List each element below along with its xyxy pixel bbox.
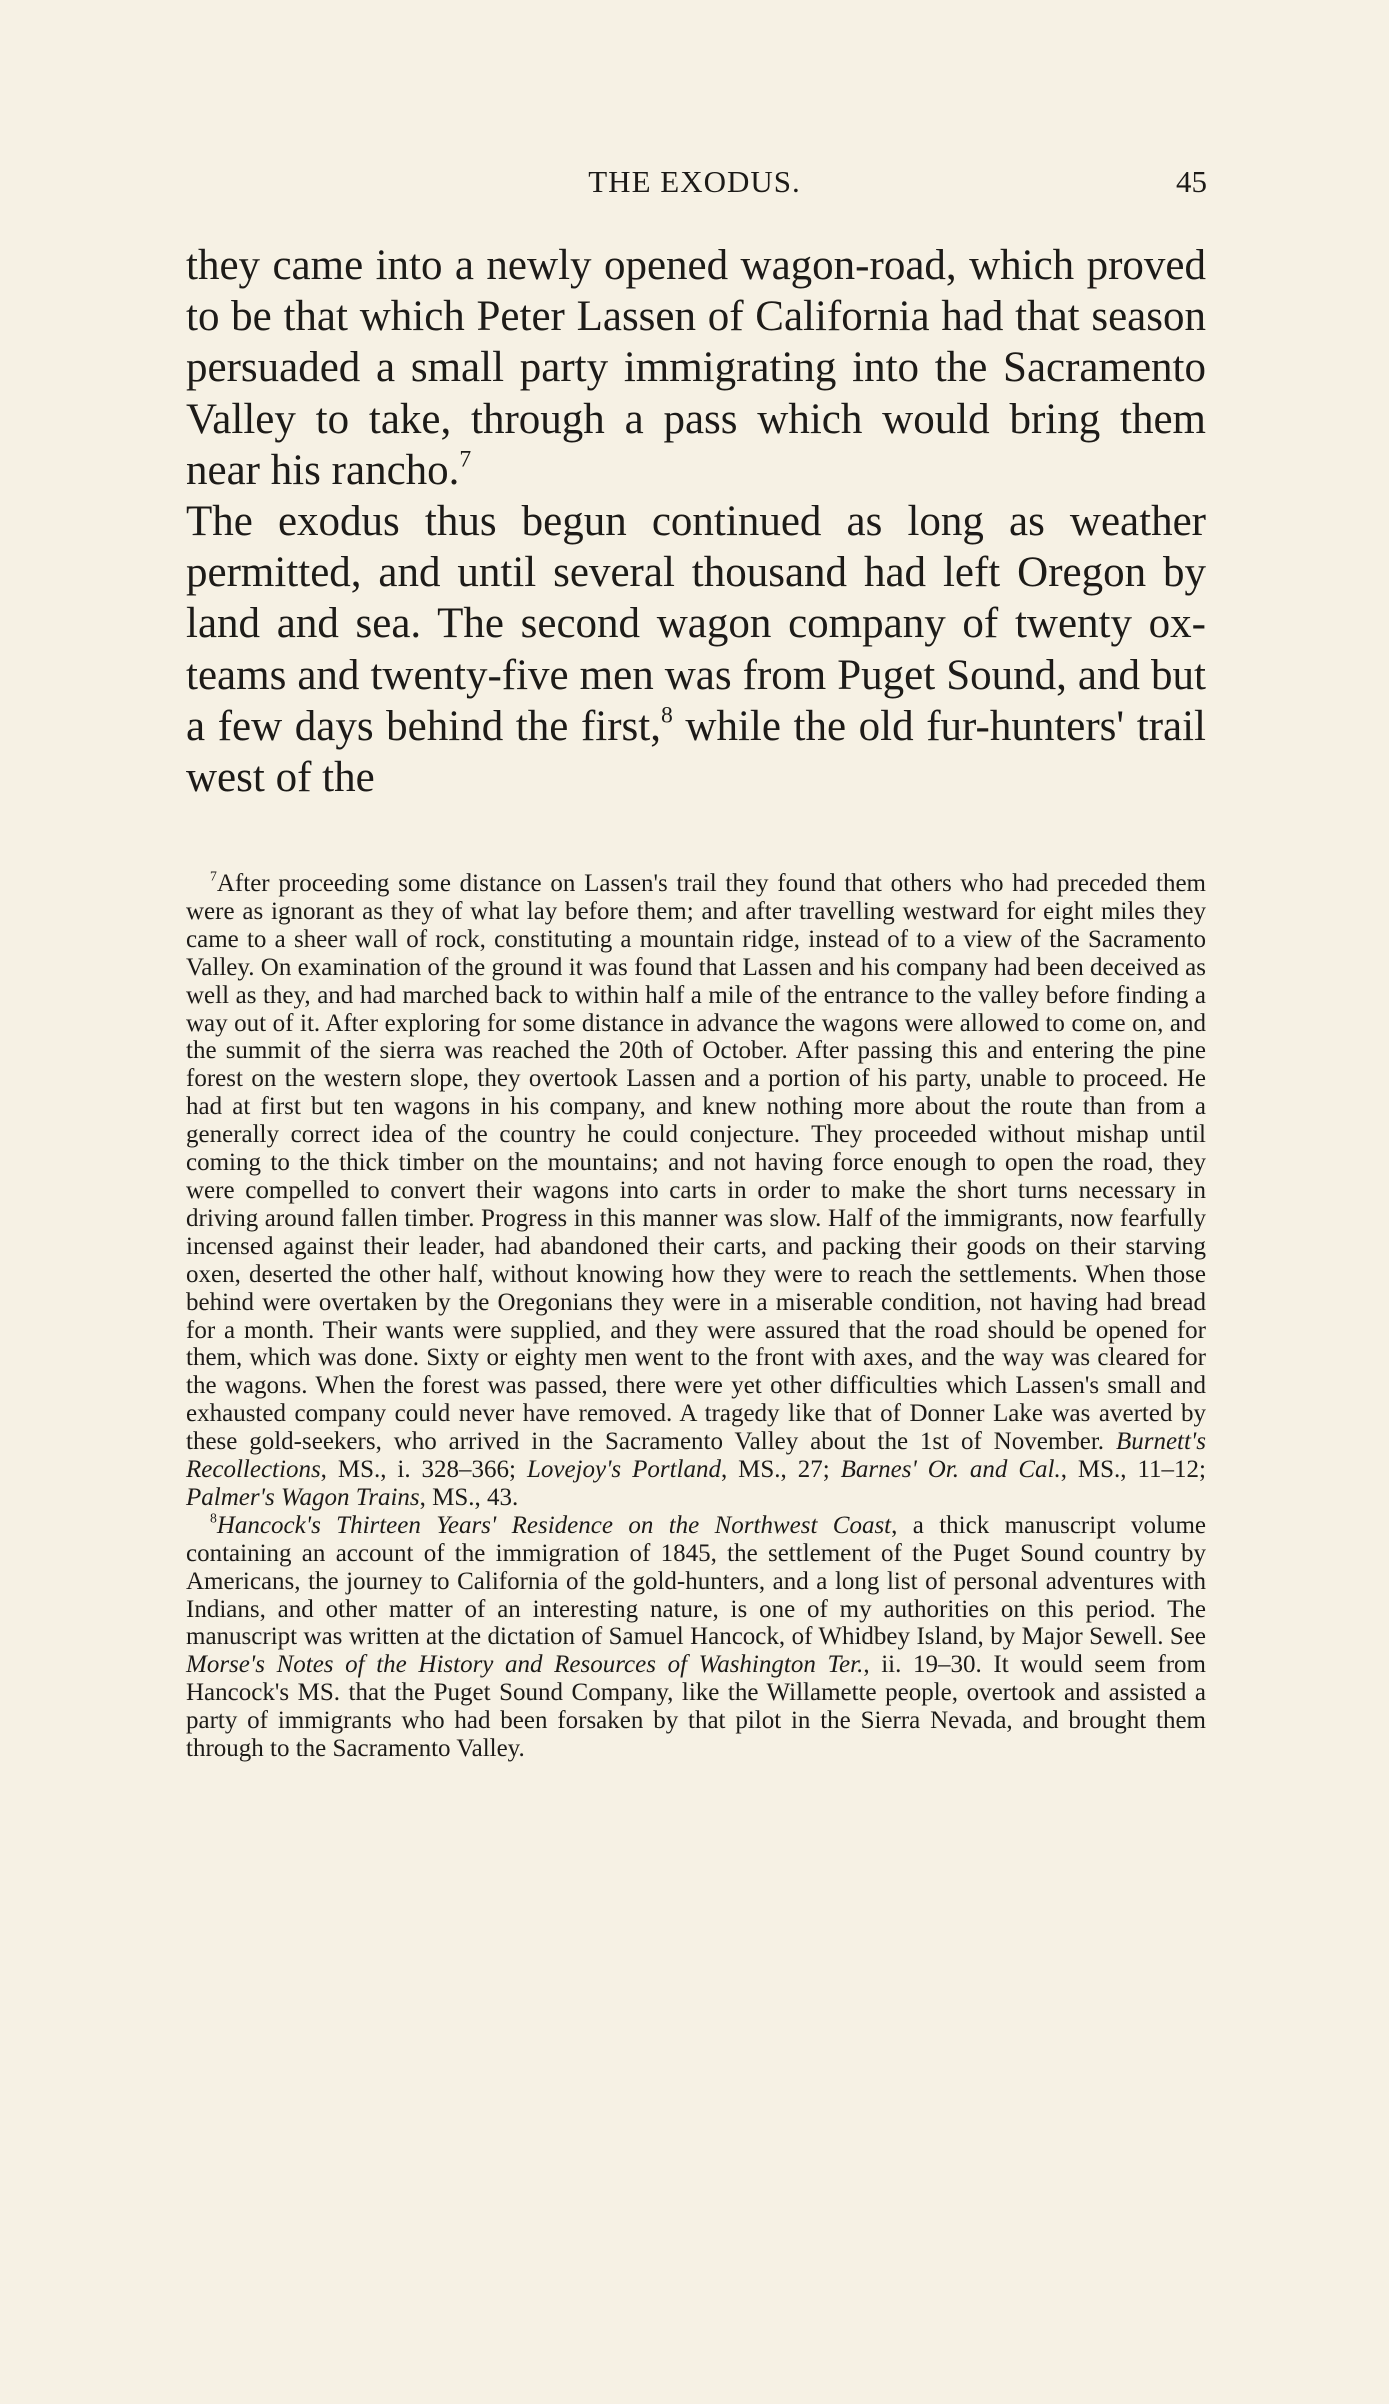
running-head (0, 164, 1389, 208)
body-text (186, 240, 1206, 803)
citation-hancock: Hancock's Thirteen Years' Residence on the Northwest Coast (216, 1511, 892, 1539)
footnote-8-text: , a thick manuscript volume containing an account of the immigration of 1845, the settlement of the Puget Sound country by Americans, the journey to California of the gold-hunters, and a long list of personal adventures with Indians, and other matter of an interesting nature, is one of my authorities on this period. The manuscript was written at the dictation of Samuel Hancock, of Whidbey Island, by Major Sewell. See (186, 1511, 1207, 1651)
citation-barnes-detail: , MS., 11–12; (1060, 1456, 1207, 1484)
citation-lovejoy-detail: , MS., 27; (720, 1456, 830, 1484)
paragraph-2-continuation: while the old fur-hunters' trail west of the (186, 702, 1206, 802)
footnote-ref-7: 7 (459, 446, 472, 473)
citation-palmer-detail: , MS., 43. (419, 1483, 519, 1511)
citation-palmer: Palmer's Wagon Trains (186, 1483, 420, 1511)
footnote-7-text: After proceeding some distance on Lassen's trail they found that others who had preceded them were as ignorant as they of what lay before them; and after travelling westward for eight miles they came to a sheer wall of rock, constituting a mountain ridge, instead of to a view of the Sacramento Valley. On examination of the ground it was found that Lassen and his company had been deceived as well as they, and had marched back to within half a mile of the entrance to the valley before finding a way out of it. After exploring for some distance in advance the wagons were allowed to come on, and the summit of the sierra was reached the 20th of October. After passing this and entering the pine forest on the western slope, they overtook Lassen and a portion of his party, unable to proceed. He had at first but ten wagons in his company, and knew nothing more about the route than from a generally correct idea of the country he could conjecture. They proceeded without mishap until coming to the thick timber on the mountains; and not having force enough to open the road, they were compelled to convert their wagons into carts in order to make the short turns necessary in driving around fallen timber. Progress in this manner was slow. Half of the immigrants, now fearfully incensed against their leader, had abandoned their carts, and packing their goods on their starving oxen, deserted the other half, without knowing how they were to reach the settlements. When those behind were overtaken by the Oregonians they were in a miserable condition, not having had bread for a month. Their wants were supplied, and they were assured that the road should be opened for them, which was done. Sixty or eighty men went to the front with axes, and the way was cleared for the wagons. When the forest was passed, there were yet other difficulties which Lassen's small and exhausted company could never have removed. A tragedy like that of Donner Lake was averted by these gold-seekers, who arrived in the Sacramento Valley about the 1st of November. (186, 870, 1206, 1456)
footnote-8-continuation: , ii. 19–30. It would seem from Hancock's MS. that the Puget Sound Company, like the Willamette people, overtook and assisted a party of immigrants who had been forsaken by that pilot in the Sierra Nevada, and brought them through to the Sacramento Valley. (186, 1651, 1206, 1763)
footnote-8-marker: 8 (210, 1510, 217, 1526)
paragraph-2 (186, 496, 1206, 803)
paragraph-2-text: The exodus thus begun continued as long as weather permitted, and until several thousand had left Oregon by land and sea. The second wagon company of twenty ox-teams and twenty-five men was from Puget Sound, and but a few days behind the first, (186, 498, 1206, 750)
footnotes (186, 870, 1206, 1763)
footnote-8 (186, 1512, 1206, 1763)
footnote-7-marker: 7 (210, 868, 217, 884)
footnote-7 (186, 870, 1206, 1512)
paragraph-1 (186, 240, 1206, 496)
citation-lovejoy: Lovejoy's Portland (526, 1456, 721, 1484)
citation-barnes: Barnes' Or. and Cal. (840, 1456, 1061, 1484)
citation-morse: Morse's Notes of the History and Resources of Washington Ter. (186, 1651, 864, 1679)
paragraph-1-text: they came into a newly opened wagon-road, which proved to be that which Peter Lassen of California had that season persuaded a small party immigrating into the Sacramento Valley to take, through a pass which would bring them near his rancho. (186, 242, 1206, 494)
running-title: THE EXODUS. (588, 164, 801, 199)
footnote-ref-8: 8 (660, 702, 673, 729)
page-number: 45 (1176, 164, 1207, 199)
citation-burnett-detail: , MS., i. 328–366; (320, 1456, 516, 1484)
citation-burnett: Burnett's Recollections (186, 1428, 1207, 1484)
